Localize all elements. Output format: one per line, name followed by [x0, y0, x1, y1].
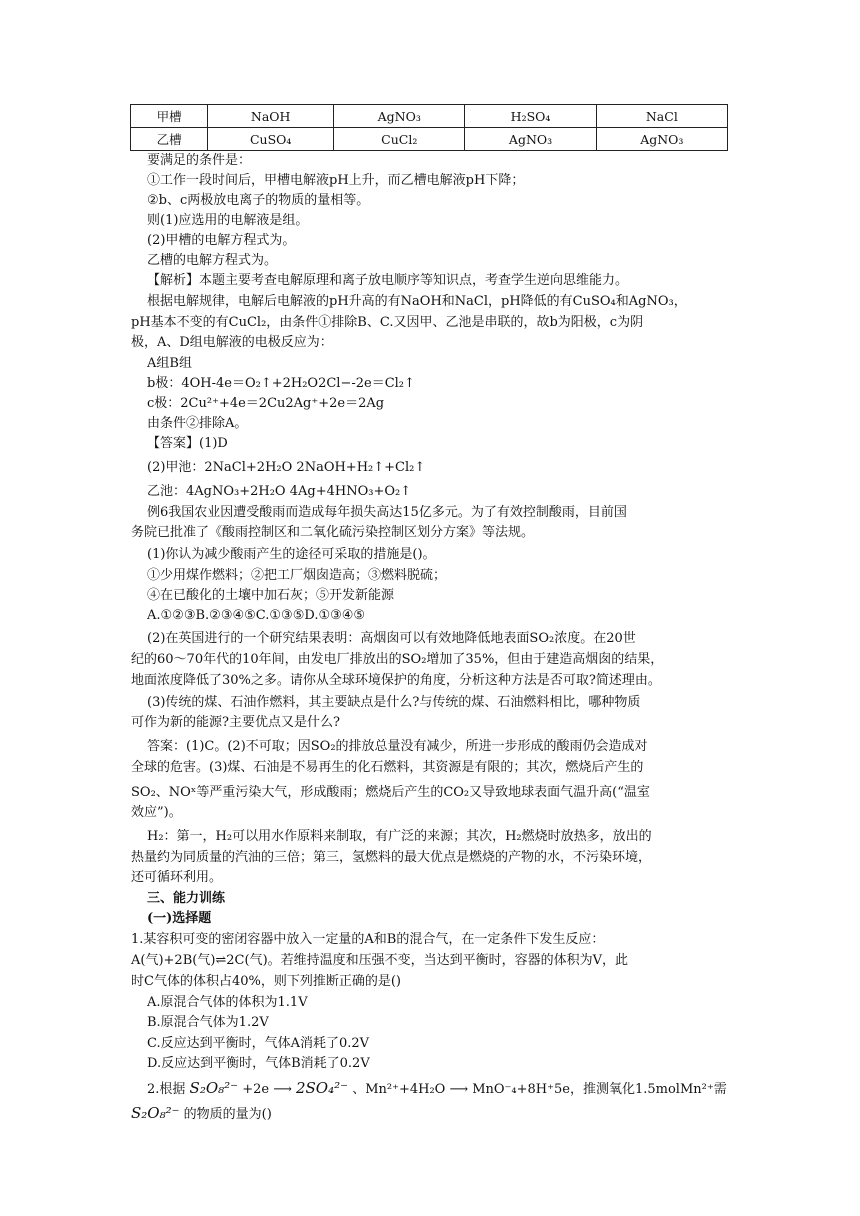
- text-line: 由条件②排除A。: [147, 416, 248, 431]
- option-d: D.反应达到平衡时，气体B消耗了0.2V: [147, 1056, 370, 1071]
- text-line: 答案：(1)C。(2)不可取；因SO₂的排放总量没有减少，所进一步形成的酸雨仍会造成对: [147, 739, 648, 754]
- table-cell: CuCl₂: [334, 128, 465, 151]
- question-2-line1: [147, 1079, 727, 1099]
- text-line: (2)甲槽的电解方程式为。: [147, 233, 296, 248]
- options-line: A.①②③B.②③④⑤C.①③⑤D.①③④⑤: [147, 608, 366, 623]
- text-line: 可作为新的能源?主要优点又是什么?: [131, 715, 340, 730]
- table-cell: H₂SO₄: [465, 105, 596, 128]
- text-line: 根据电解规律，电解后电解液的pH升高的有NaOH和NaCl，pH降低的有CuSO₄和AgNO₃，: [147, 294, 687, 309]
- table-cell: AgNO₃: [334, 105, 465, 128]
- text-line: (3)传统的煤、石油作燃料，其主要缺点是什么?与传统的煤、石油燃料相比，哪种物质: [147, 695, 641, 710]
- text-line: (1)你认为减少酸雨产生的途径可采取的措施是()。: [147, 547, 436, 562]
- subsection-heading: (一)选择题: [147, 911, 212, 926]
- section-heading: 三、能力训练: [147, 891, 226, 906]
- text-line: 乙槽的电解方程式为。: [147, 253, 278, 268]
- text-line: 务院已批准了《酸雨控制区和二氧化硫污染控制区划分方案》等法规。: [131, 525, 535, 540]
- text-line: SO₂、NOˣ等严重污染大气，形成酸雨；燃烧后产生的CO₂又导致地球表面气温升高(“温室: [131, 785, 650, 800]
- q2-prefix: 2.根据: [147, 1082, 186, 1097]
- text-line: 还可循环利用。: [131, 870, 223, 885]
- option-b: B.原混合气体为1.2V: [147, 1015, 269, 1030]
- text-line: ①少用煤作燃料；②把工厂烟囱造高；③燃料脱硫；: [147, 568, 447, 583]
- text-line: pH基本不变的有CuCl₂，由条件①排除B、C.又因甲、乙池是串联的，故b为阳极，c为阴: [131, 315, 644, 330]
- table-cell: AgNO₃: [596, 128, 727, 151]
- q2-tail: 的物质的量为(): [183, 1107, 272, 1122]
- question-2-line2: [131, 1104, 272, 1124]
- option-c: C.反应达到平衡时，气体A消耗了0.2V: [147, 1036, 370, 1051]
- analysis-heading: 【解析】本题主要考查电解原理和离子放电顺序等知识点，考查学生逆向思维能力。: [147, 273, 629, 288]
- table-cell: AgNO₃: [465, 128, 596, 151]
- text-line: 时C气体的体积占40%，则下列推断正确的是(): [131, 974, 401, 989]
- text-line: H₂：第一，H₂可以用水作原料来制取，有广泛的来源；其次，H₂燃烧时放热多，放出的: [147, 829, 652, 844]
- text-line: 极，A、D组电解液的电极反应为：: [131, 335, 333, 350]
- text-line: ①工作一段时间后，甲槽电解液pH上升，而乙槽电解液pH下降；: [147, 173, 525, 188]
- electrolyte-table: [130, 104, 728, 151]
- equation-line: (2)甲池：2NaCl+2H₂O 2NaOH+H₂↑+Cl₂↑: [147, 460, 426, 475]
- table-cell: CuSO₄: [208, 128, 334, 151]
- text-line: 1.某容积可变的密闭容器中放入一定量的A和B的混合气，在一定条件下发生反应：: [131, 932, 605, 947]
- formula-s2o8: S₂O₈²⁻: [189, 1079, 239, 1097]
- text-line: 要满足的条件是：: [147, 153, 252, 168]
- text-line: (2)在英国进行的一个研究结果表明：高烟囱可以有效地降低地表面SO₂浓度。在20世: [147, 631, 636, 646]
- q2-mid: +2e ⟶: [242, 1082, 296, 1097]
- table-row: [131, 105, 728, 128]
- formula-s2o8: S₂O₈²⁻: [131, 1104, 180, 1122]
- text-line: 全球的危害。(3)煤、石油是不易再生的化石燃料，其资源是有限的；其次，燃烧后产生的: [131, 760, 644, 775]
- q2-rest: 、Mn²⁺+4H₂O ⟶ MnO⁻₄+8H⁺5e，推测氧化1.5molMn²⁺需: [352, 1082, 727, 1097]
- row-label: 乙槽: [131, 128, 208, 151]
- text-line: ②b、c两极放电离子的物质的量相等。: [147, 193, 370, 208]
- option-a: A.原混合气体的体积为1.1V: [147, 995, 308, 1010]
- equation-line: b极：4OH-4e＝O₂↑+2H₂O2Cl−-2e＝Cl₂↑: [147, 376, 415, 391]
- text-line: 则(1)应选用的电解液是组。: [147, 213, 309, 228]
- formula-so4: 2SO₄²⁻: [295, 1079, 349, 1097]
- equation-line: c极：2Cu²⁺+4e＝2Cu2Ag⁺+2e＝2Ag: [147, 396, 385, 411]
- equation-line: 乙池：4AgNO₃+2H₂O 4Ag+4HNO₃+O₂↑: [147, 484, 412, 499]
- table-cell: NaOH: [208, 105, 334, 128]
- text-line: A组B组: [147, 356, 192, 371]
- text-line: ④在已酸化的土壤中加石灰；⑤开发新能源: [147, 588, 395, 603]
- table-row: [131, 128, 728, 151]
- text-line: 地面浓度降低了30%之多。请你从全球环境保护的角度，分析这种方法是否可取?简述理由。: [131, 673, 661, 688]
- row-label: 甲槽: [131, 105, 208, 128]
- text-line: 效应”)。: [131, 805, 182, 820]
- table-cell: NaCl: [596, 105, 727, 128]
- answer-heading: 【答案】(1)D: [147, 436, 228, 451]
- text-line: 热量约为同质量的汽油的三倍；第三，氢燃料的最大优点是燃烧的产物的水，不污染环境，: [131, 850, 652, 865]
- text-line: 纪的60～70年代的10年间，由发电厂排放出的SO₂增加了35%，但由于建造高烟囱的结果，: [131, 652, 664, 667]
- text-line: 例6我国农业因遭受酸雨而造成每年损失高达15亿多元。为了有效控制酸雨，目前国: [147, 505, 627, 520]
- equation-line: A(气)+2B(气)⇌2C(气)。若维持温度和压强不变，当达到平衡时，容器的体积为V，此: [131, 953, 629, 968]
